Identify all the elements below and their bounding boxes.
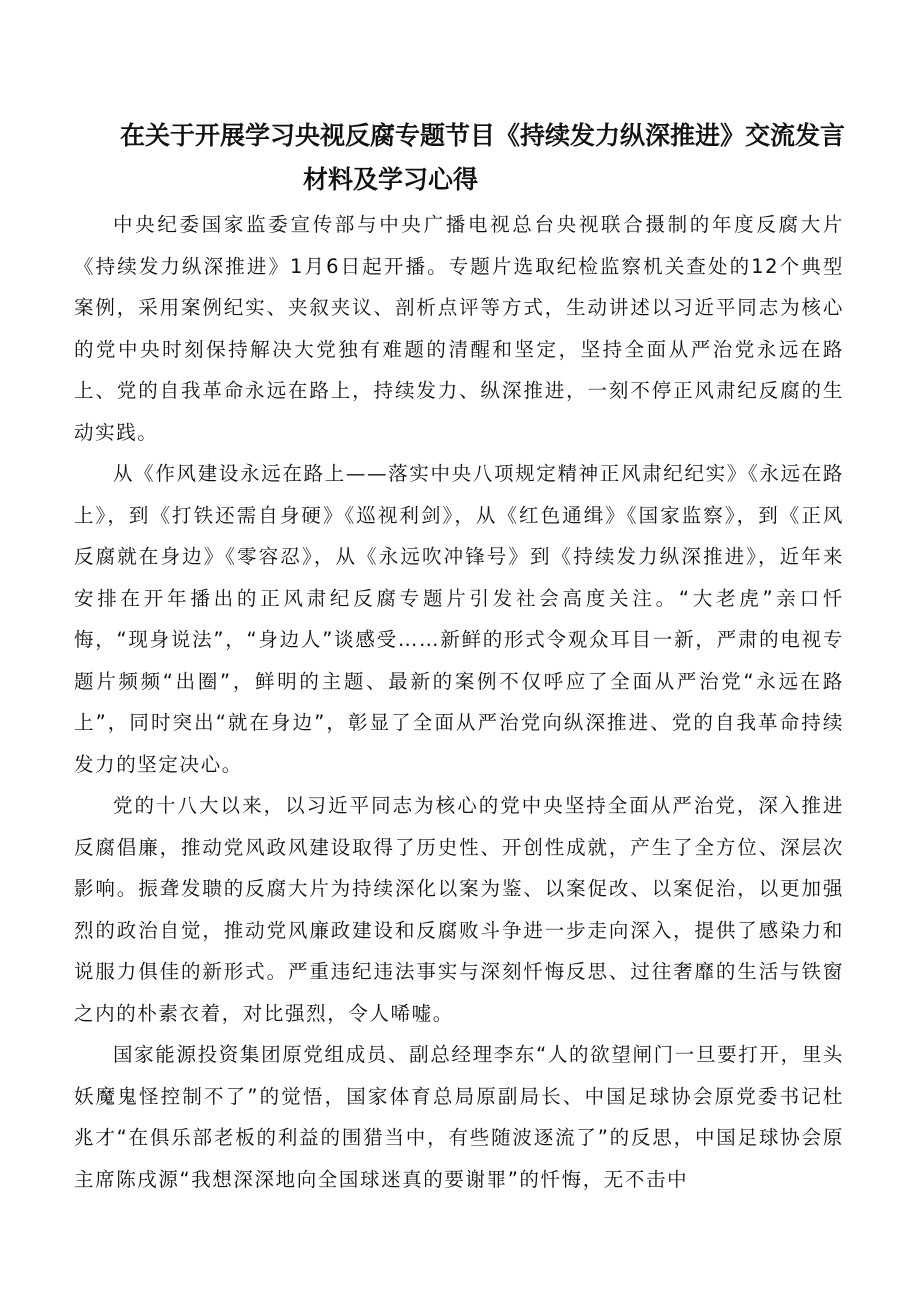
document-title xyxy=(120,114,860,202)
title-line-1: 在关于开展学习央视反腐专题节目《持续发力纵深推进》交流发言 xyxy=(120,121,846,150)
paragraph-2: 从《作风建设永远在路上——落实中央八项规定精神正风肃纪纪实》《永远在路上》，到《打铁还需自身硬》《巡视利剑》，从《红色通缉》《国家监察》，到《正风反腐就在身边》《零容忍》，从《永远吹冲锋号》到《持续发力纵深推进》，近年来安排在开年播出的正风肃纪反腐专题片引发社会高度关注。“大老虎”亲口忏悔，“现身说法”，“身边人”谈感受……新鲜的形式令观众耳目一新，严肃的电视专题片频频“出圈”，鲜明的主题、最新的案例不仅呼应了全面从严治党“永远在路上”，同时突出“就在身边”，彰显了全面从严治党向纵深推进、党的自我革命持续发力的坚定决心。 xyxy=(74,462,844,776)
paragraph-3: 党的十八大以来，以习近平同志为核心的党中央坚持全面从严治党，深入推进反腐倡廉，推动党风政风建设取得了历史性、开创性成就，产生了全方位、深层次影响。振聋发聩的反腐大片为持续深化以案为鉴、以案促改、以案促治，以更加强烈的政治自觉，推动党风廉政建设和反腐败斗争进一步走向深入，提供了感染力和说服力俱佳的新形式。严重违纪违法事实与深刻忏悔反思、过往奢靡的生活与铁窗之内的朴素衣着，对比强烈，令人唏嘘。 xyxy=(74,794,844,1025)
title-line-2: 材料及学习心得 xyxy=(303,165,479,194)
document-body xyxy=(74,204,844,1200)
paragraph-4: 国家能源投资集团原党组成员、副总经理李东“人的欲望闸门一旦要打开，里头妖魔鬼怪控制不了”的觉悟，国家体育总局原副局长、中国足球协会原党委书记杜兆才“在俱乐部老板的利益的围猎当中，有些随波逐流了”的反思，中国足球协会原主席陈戌源“我想深深地向全国球迷真的要谢罪”的忏悔，无不击中 xyxy=(74,1043,844,1191)
paragraph-1: 中央纪委国家监委宣传部与中央广播电视总台央视联合摄制的年度反腐大片《持续发力纵深推进》1月6日起开播。专题片选取纪检监察机关查处的12个典型案例，采用案例纪实、夹叙夹议、剖析点评等方式，生动讲述以习近平同志为核心的党中央时刻保持解决大党独有难题的清醒和坚定，坚持全面从严治党永远在路上、党的自我革命永远在路上，持续发力、纵深推进，一刻不停正风肃纪反腐的生动实践。 xyxy=(74,213,844,444)
